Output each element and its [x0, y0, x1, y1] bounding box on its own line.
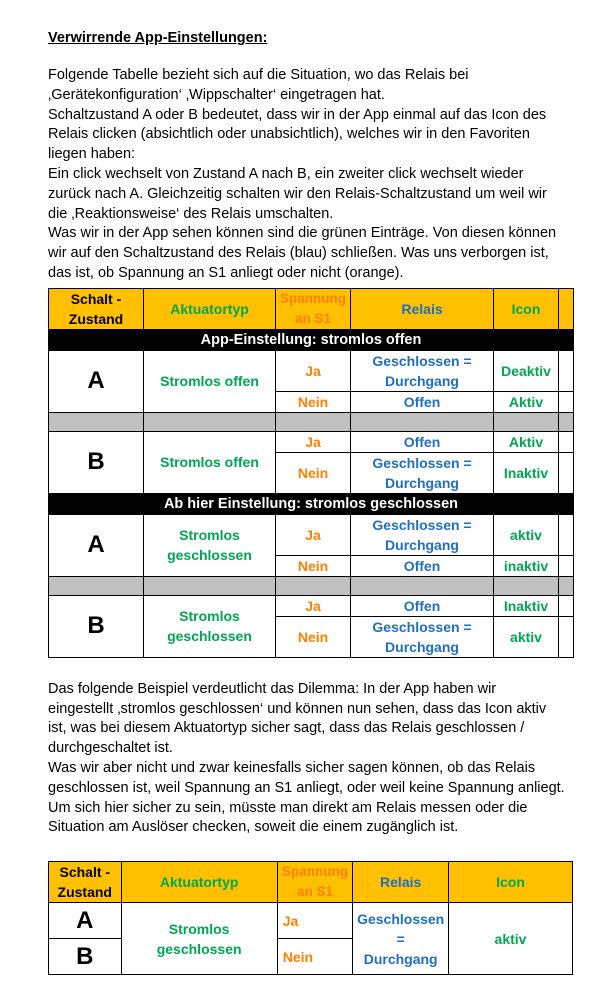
relais-cell: Geschlossen = Durchgang — [351, 616, 494, 657]
aktuatortyp-cell: Stromlos geschlossen — [121, 903, 277, 975]
outro-line: Das folgende Beispiel verdeutlicht das Dilemma: In der App haben wir — [48, 680, 497, 697]
spannung-cell: Ja — [276, 350, 351, 391]
section-label: Ab hier Einstellung: stromlos geschlossen — [49, 493, 574, 514]
spannung-cell: Ja — [277, 903, 353, 939]
spannung-cell: Ja — [276, 595, 351, 616]
intro-line: Schaltzustand A oder B bedeutet, dass wir in der App einmal auf das Icon des — [48, 106, 547, 123]
relais-cell: Offen — [351, 595, 494, 616]
zustand-cell: B — [49, 431, 144, 493]
separator-row — [49, 576, 574, 595]
spannung-cell: Nein — [276, 391, 351, 412]
document-page — [48, 28, 573, 970]
header-spacer — [559, 288, 574, 329]
relais-cell: Geschlossen = Durchgang — [351, 514, 494, 555]
icon-cell: aktiv — [494, 514, 559, 555]
spacer-cell — [559, 452, 574, 493]
outro-line: eingestellt ‚stromlos geschlossen‘ und können nun sehen, dass das Icon aktiv — [48, 700, 547, 717]
table-row — [49, 431, 574, 452]
intro-line: Ein click wechselt von Zustand A nach B, ein zweiter click wechselt wieder — [48, 165, 524, 182]
relais-cell: Geschlossen = Durchgang — [351, 452, 494, 493]
icon-cell: Aktiv — [494, 431, 559, 452]
zustand-cell: A — [49, 350, 144, 412]
icon-cell: inaktiv — [494, 555, 559, 576]
intro-line: die ‚Reaktionsweise‘ des Relais umschalten. — [48, 205, 334, 222]
outro-line: geschlossen ist, weil Spannung an S1 anliegt, oder weil keine Spannung anliegt. — [48, 779, 565, 796]
outro-line: Situation am Auslöser checken, soweit die einem zugänglich ist. — [48, 819, 459, 836]
icon-cell: aktiv — [449, 903, 573, 975]
zustand-cell: B — [49, 939, 122, 975]
outro-paragraph — [48, 680, 573, 838]
zustand-cell: B — [49, 595, 144, 657]
intro-line: Was wir in der App sehen können sind die grünen Einträge. Von diesen können — [48, 225, 557, 242]
icon-cell: Inaktiv — [494, 452, 559, 493]
spacer-cell — [559, 555, 574, 576]
spacer-cell — [559, 514, 574, 555]
relais-cell: Geschlossen = Durchgang — [353, 903, 449, 975]
spacer-cell — [559, 595, 574, 616]
table-header-row — [49, 288, 574, 329]
spannung-cell: Nein — [276, 452, 351, 493]
spannung-cell: Ja — [276, 431, 351, 452]
outro-line: Was wir aber nicht und zwar keinesfalls sicher sagen können, ob das Relais — [48, 759, 536, 776]
outro-line: durchgeschaltet ist. — [48, 740, 173, 757]
icon-cell: Deaktiv — [494, 350, 559, 391]
zustand-cell: A — [49, 903, 122, 939]
section-label: App-Einstellung: stromlos offen — [49, 329, 574, 350]
outro-line: Um sich hier sicher zu sein, müsste man direkt am Relais messen oder die — [48, 799, 528, 816]
intro-line: liegen haben: — [48, 146, 136, 163]
aktuatortyp-cell: Stromlos geschlossen — [144, 514, 276, 576]
spacer-cell — [559, 431, 574, 452]
intro-line: zurück nach A. Gleichzeitig schalten wir den Relais-Schaltzustand um weil wir — [48, 185, 547, 202]
header-relais: Relais — [351, 288, 494, 329]
header-icon: Icon — [494, 288, 559, 329]
table-row — [49, 903, 573, 939]
table-row — [49, 350, 574, 391]
intro-line: wir auf den Schaltzustand des Relais (blau) schließen. Was uns verborgen ist, — [48, 245, 549, 262]
section-row — [49, 493, 574, 514]
outro-line: ist, was bei diesem Aktuatortyp sicher sagt, dass das Relais geschlossen / — [48, 720, 525, 737]
table-row — [49, 595, 574, 616]
zustand-cell: A — [49, 514, 144, 576]
header-aktuatortyp: Aktuatortyp — [121, 862, 277, 903]
aktuatortyp-cell: Stromlos offen — [144, 350, 276, 412]
header-relais: Relais — [353, 862, 449, 903]
icon-cell: Aktiv — [494, 391, 559, 412]
aktuatortyp-cell: Stromlos geschlossen — [144, 595, 276, 657]
header-zustand: Schalt - Zustand — [49, 862, 122, 903]
spacer-cell — [559, 350, 574, 391]
spannung-cell: Ja — [276, 514, 351, 555]
relais-cell: Offen — [351, 431, 494, 452]
intro-line: Folgende Tabelle bezieht sich auf die Situation, wo das Relais bei — [48, 67, 469, 83]
spannung-cell: Nein — [276, 555, 351, 576]
relais-cell: Geschlossen = Durchgang — [351, 350, 494, 391]
section-row — [49, 329, 574, 350]
settings-table — [48, 288, 574, 658]
spannung-cell: Nein — [276, 616, 351, 657]
aktuatortyp-cell: Stromlos offen — [144, 431, 276, 493]
table-header-row — [49, 862, 573, 903]
intro-line: das ist, ob Spannung an S1 anliegt oder nicht (orange). — [48, 264, 404, 281]
example-table — [48, 861, 573, 975]
spacer-cell — [559, 616, 574, 657]
separator-row — [49, 412, 574, 431]
header-zustand: Schalt - Zustand — [49, 288, 144, 329]
header-spannung: Spannung an S1 — [276, 288, 351, 329]
intro-line: ‚Gerätekonfiguration‘ ‚Wippschalter‘ eingetragen hat. — [48, 86, 385, 103]
document-title: Verwirrende App-Einstellungen: — [48, 30, 268, 46]
relais-cell: Offen — [351, 391, 494, 412]
intro-paragraph — [48, 66, 573, 284]
intro-line: Relais clicken (absichtlich oder unabsichtlich), welches wir in den Favoriten — [48, 126, 530, 143]
icon-cell: Inaktiv — [494, 595, 559, 616]
header-spannung: Spannung an S1 — [277, 862, 353, 903]
icon-cell: aktiv — [494, 616, 559, 657]
spannung-cell: Nein — [277, 939, 353, 975]
table-row — [49, 514, 574, 555]
header-aktuatortyp: Aktuatortyp — [144, 288, 276, 329]
spacer-cell — [559, 391, 574, 412]
header-icon: Icon — [449, 862, 573, 903]
relais-cell: Offen — [351, 555, 494, 576]
